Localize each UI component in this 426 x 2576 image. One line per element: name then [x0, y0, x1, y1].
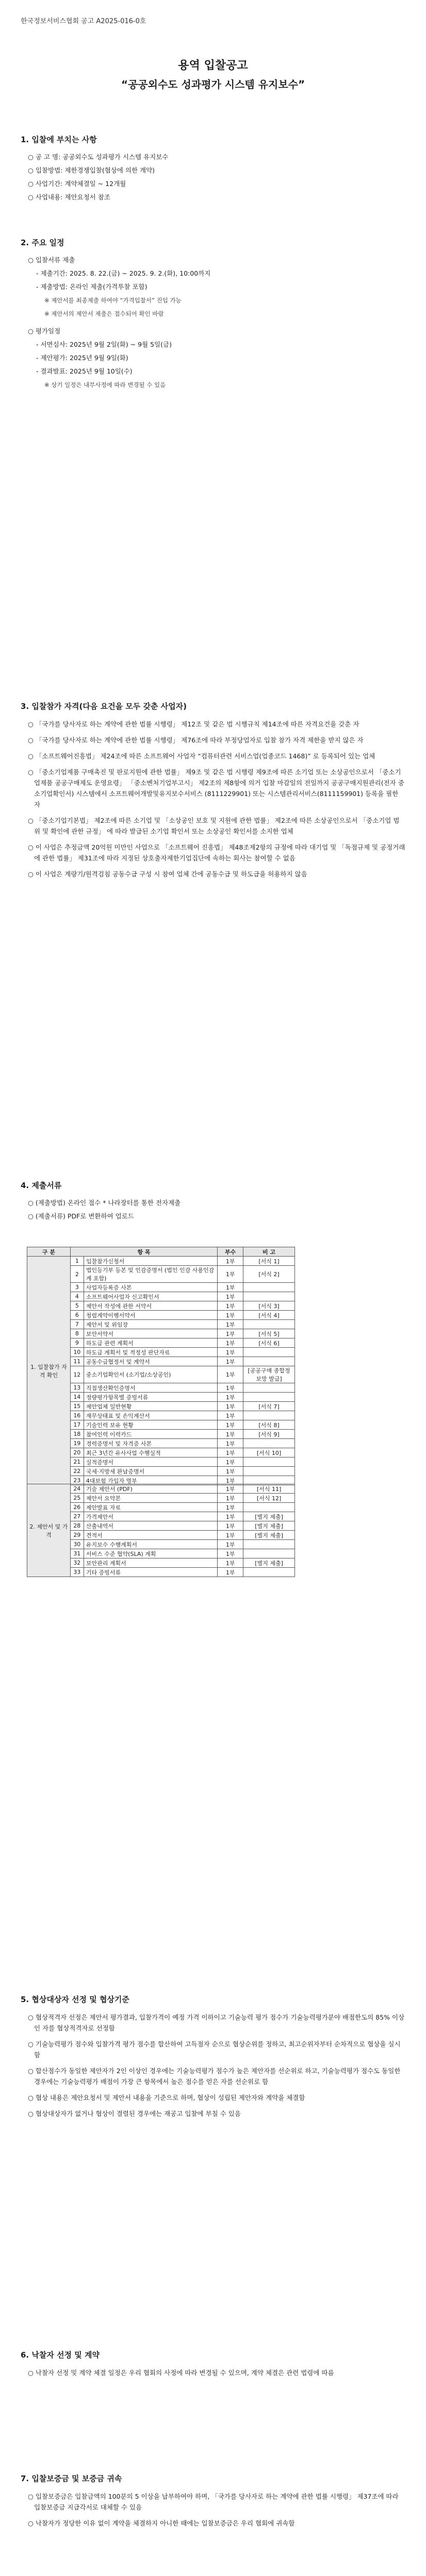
row-item: 기술 제안서 (PDF)	[84, 1484, 217, 1494]
project-period: ○ 사업기간: 계약체결일 ~ 12개월	[28, 180, 126, 188]
row-remarks	[243, 1503, 295, 1512]
row-copies: 1부	[218, 1320, 243, 1329]
negotiation-item: ○ 협상대상자가 없거나 협상이 결렬된 경우에는 재공고 입찰에 부칠 수 있음	[28, 2110, 241, 2117]
schedule-item: ○ 입찰서류 제출	[28, 256, 75, 264]
qualification-item: ○ 「국가를 당사자로 하는 계약에 관한 법률 시행령」 제12조 및 같은 법 시행규칙 제14조에 따른 자격요건을 갖춘 자	[28, 720, 359, 728]
row-copies: 1부	[218, 1549, 243, 1558]
row-remarks	[243, 1393, 295, 1402]
row-number: 28	[70, 1521, 84, 1531]
row-number: 33	[70, 1568, 84, 1577]
row-copies: 1부	[218, 1512, 243, 1521]
row-number: 32	[70, 1558, 84, 1568]
row-copies: 1부	[218, 1494, 243, 1503]
row-remarks: [서식 12]	[243, 1494, 295, 1503]
row-item: 입찰참가신청서	[84, 1257, 217, 1266]
row-number: 15	[70, 1402, 84, 1411]
row-item: 제안서 및 위임장	[84, 1320, 217, 1329]
negotiation-item: ○ 협상 내용은 제안요청서 및 제안서 내용을 기준으로 하며, 협상이 성립된 제안자와 계약을 체결함	[28, 2094, 305, 2102]
row-copies: 1부	[218, 1503, 243, 1512]
deposit-item: ○ 입찰보증금은 입찰금액의 100분의 5 이상을 납부하여야 하며, 「국가를 당사자로 하는 계약에 관한 법률 시행령」 제37조에 따라 입찰보증금 지급각서로 대체할 수 있음	[28, 2493, 399, 2511]
row-item: 법인등기부 등본 및 인감증명서 (법인 인감 사용인감계 포함)	[84, 1266, 217, 1283]
row-item: 실적증명서	[84, 1458, 217, 1467]
contract-item: ○ 낙찰자 선정 및 계약 체결 일정은 우리 협회의 사정에 따라 변경될 수 있으며, 계약 체결은 관련 법령에 따름	[28, 2369, 334, 2377]
section-2-heading: 2. 주요 일정	[21, 238, 64, 247]
row-copies: 1부	[218, 1338, 243, 1348]
col-copies: 부수	[218, 1247, 243, 1257]
row-item: 기술인력 보유 현황	[84, 1420, 217, 1430]
row-number: 7	[70, 1320, 84, 1329]
schedule-note: ※ 제안서를 최종제출 하여야 “가격입찰서” 진입 가능	[44, 297, 182, 304]
row-remarks: [서식 11]	[243, 1484, 295, 1494]
section-5	[21, 1994, 405, 2124]
row-item: 사업자등록증 사본	[84, 1283, 217, 1292]
row-remarks	[243, 1458, 295, 1467]
deposit-item: ○ 낙찰자가 정당한 이유 없이 계약을 체결하지 아니한 때에는 입찰보증금은 우리 협회에 귀속함	[28, 2519, 295, 2527]
row-remarks	[243, 1568, 295, 1577]
row-number: 21	[70, 1458, 84, 1467]
row-number: 23	[70, 1476, 84, 1485]
row-copies: 1부	[218, 1558, 243, 1568]
page-title: 용역 입찰공고	[178, 59, 248, 72]
schedule-note: ※ 제안서의 제안서 제출은 접수되어 확인 바람	[44, 310, 164, 317]
section-3	[21, 701, 405, 885]
row-copies: 1부	[218, 1411, 243, 1420]
row-number: 17	[70, 1420, 84, 1430]
row-remarks	[243, 1540, 295, 1549]
row-item: 국세·지방세 완납증명서	[84, 1467, 217, 1476]
row-copies: 1부	[218, 1476, 243, 1485]
schedule-item: - 제출방법: 온라인 제출(가격투찰 포함)	[36, 283, 148, 291]
row-copies: 1부	[218, 1292, 243, 1301]
row-remarks: [서식 8]	[243, 1420, 295, 1430]
row-remarks	[243, 1411, 295, 1420]
row-item: 경력증명서 및 자격증 사본	[84, 1439, 217, 1448]
row-number: 16	[70, 1411, 84, 1420]
section-1-heading: 1. 입찰에 부치는 사항	[21, 135, 97, 144]
row-remarks	[243, 1439, 295, 1448]
row-copies: 1부	[218, 1521, 243, 1531]
section-7-heading: 7. 입찰보증금 및 보증금 귀속	[21, 2474, 122, 2483]
row-remarks: [서식 4]	[243, 1311, 295, 1320]
row-copies: 1부	[218, 1531, 243, 1540]
submission-docs: ○ (제출서류) PDF로 변환하여 업로드	[28, 1212, 134, 1220]
section-3-heading: 3. 입찰참가 자격(다음 요건을 모두 갖춘 사업자)	[21, 702, 187, 711]
row-copies: 1부	[218, 1366, 243, 1383]
row-item: 기타 증빙서류	[84, 1568, 217, 1577]
negotiation-item: ○ 합산점수가 동일한 제안자가 2인 이상인 경우에는 기술능력평가 점수가 높은 제안자를 선순위로 하고, 기술능력평가 점수도 동일한 경우에는 기술능력평가 배점이 가장 큰 항목에서 높은 점수를 얻은 자를 선순위로 함	[28, 2067, 401, 2086]
col-category: 구 분	[27, 1247, 71, 1257]
row-remarks	[243, 1549, 295, 1558]
row-copies: 1부	[218, 1568, 243, 1577]
row-number: 22	[70, 1467, 84, 1476]
row-number: 12	[70, 1366, 84, 1383]
row-group-label: 2. 제안서 및 가격	[27, 1484, 71, 1577]
row-remarks: [서식 3]	[243, 1301, 295, 1311]
row-copies: 1부	[218, 1430, 243, 1439]
row-copies: 1부	[218, 1484, 243, 1494]
row-item: 최근 3년간 유사사업 수행실적	[84, 1448, 217, 1458]
section-6	[21, 2349, 405, 2383]
row-item: 유지보수 수행계획서	[84, 1540, 217, 1549]
col-item: 항 목	[70, 1247, 217, 1257]
row-item: 제안업체 일반현황	[84, 1402, 217, 1411]
row-remarks: [서식 10]	[243, 1448, 295, 1458]
row-copies: 1부	[218, 1448, 243, 1458]
col-remarks: 비 고	[243, 1247, 295, 1257]
documents-table-proposal	[27, 1484, 295, 1577]
qualification-item: ○ 이 사업은 추정금액 20억원 미만인 사업으로 「소프트웨어 진흥법」 제48조제2항의 규정에 따라 대기업 및 「독점규제 및 공정거래에 관한 법률」 제31조에 따라 지정된 상호출자제한기업집단에 속하는 회사는 참여할 수 없음	[28, 843, 405, 862]
table-header-row	[27, 1247, 295, 1257]
row-copies: 1부	[218, 1420, 243, 1430]
notice-name: ○ 공 고 명: 공공외수도 성과평가 시스템 유지보수	[28, 153, 169, 161]
row-number: 30	[70, 1540, 84, 1549]
row-remarks: [별지 제출]	[243, 1531, 295, 1540]
qualification-item: ○ 이 사업은 계량기/원격검침 공동수급 구성 시 참여 업체 간에 공동수급 및 하도급을 허용하지 않음	[28, 870, 307, 878]
qualification-item: ○ 「소프트웨어진흥법」 제24조에 따른 소프트웨어 사업자 “컴퓨터관련 서비스업(업종코드 1468)” 로 등록되어 있는 업체	[28, 752, 375, 760]
row-number: 10	[70, 1348, 84, 1357]
section-6-heading: 6. 낙찰자 선정 및 계약	[21, 2350, 100, 2360]
document-number: 한국정보서비스협회 공고 A2025-016-0호	[21, 18, 146, 25]
row-number: 19	[70, 1439, 84, 1448]
row-item: 제안발표 자료	[84, 1503, 217, 1512]
row-remarks	[243, 1467, 295, 1476]
row-item: 정량평가항목별 증빙서류	[84, 1393, 217, 1402]
qualification-item: ○ 「국가를 당사자로 하는 계약에 관한 법률 시행령」 제76조에 따라 부정당업자로 입찰 참가 자격 제한을 받지 않은 자	[28, 736, 364, 744]
row-remarks: [서식 1]	[243, 1257, 295, 1266]
row-copies: 1부	[218, 1329, 243, 1338]
submission-method: ○ (제출방법) 온라인 접수 * 나라장터를 통한 전자제출	[28, 1199, 181, 1207]
table-body-proposal	[27, 1484, 295, 1577]
row-number: 25	[70, 1494, 84, 1503]
row-copies: 1부	[218, 1266, 243, 1283]
row-number: 1	[70, 1257, 84, 1266]
section-7	[21, 2473, 405, 2534]
row-item: 재무상태표 및 손익계산서	[84, 1411, 217, 1420]
row-number: 18	[70, 1430, 84, 1439]
page-subtitle: “공공외수도 성과평가 시스템 유지보수”	[121, 78, 305, 91]
row-remarks	[243, 1383, 295, 1393]
row-item: 산출내역서	[84, 1521, 217, 1531]
schedule-note: ※ 상기 일정은 내부사정에 따라 변경될 수 있음	[44, 381, 166, 388]
row-remarks: [서식 7]	[243, 1402, 295, 1411]
row-copies: 1부	[218, 1402, 243, 1411]
row-item: 제안서 요약본	[84, 1494, 217, 1503]
row-remarks	[243, 1283, 295, 1292]
row-copies: 1부	[218, 1311, 243, 1320]
row-copies: 1부	[218, 1467, 243, 1476]
qualification-item: ○ 「중소기업제품 구매촉진 및 판로지원에 관한 법률」 제9조 및 같은 법 시행령 제9조에 따른 소기업 또는 소상공인으로서 「중소기업제품 공공구매제도 운영요령」 「중소벤처기업부고시」 제2조의 제8항에 의거 입찰 마감일의 전일까지 공공구매지원관리(전자 중소기업확인서) 시스템에서 소프트웨어개발및유지보수서비스 (8111229901) 또는 시스템관리서비스(8111159901) 등록을 필한 자	[28, 768, 404, 808]
row-remarks	[243, 1320, 295, 1329]
negotiation-item: ○ 기술능력평가 점수와 입찰가격 평가 점수를 합산하여 고득점자 순으로 협상순위를 정하고, 최고순위자부터 순차적으로 협상을 실시함	[28, 2040, 401, 2059]
section-4-heading: 4. 제출서류	[21, 1181, 62, 1190]
row-item: 공동수급협정서 및 계약서	[84, 1357, 217, 1366]
row-number: 8	[70, 1329, 84, 1338]
row-remarks: [공공구매 종합정보망 발급]	[243, 1366, 295, 1383]
row-item: 청렴계약이행서약서	[84, 1311, 217, 1320]
bid-method: ○ 입찰방법: 제한경쟁입찰(협상에 의한 계약)	[28, 166, 155, 174]
row-number: 14	[70, 1393, 84, 1402]
schedule-item: ○ 평가일정	[28, 327, 61, 335]
row-number: 5	[70, 1301, 84, 1311]
section-4	[21, 1180, 405, 1225]
row-remarks: [서식 9]	[243, 1430, 295, 1439]
schedule-item: - 결과발표: 2025년 9월 10일(수)	[36, 367, 133, 375]
table-row	[27, 1484, 295, 1494]
row-number: 27	[70, 1512, 84, 1521]
row-copies: 1부	[218, 1393, 243, 1402]
row-remarks: [서식 6]	[243, 1338, 295, 1348]
row-number: 6	[70, 1311, 84, 1320]
row-number: 2	[70, 1266, 84, 1283]
row-item: 하도급 계획서 및 적정성 판단자료	[84, 1348, 217, 1357]
documents-table	[27, 1247, 295, 1485]
row-group-label: 1. 입찰참가 자격 확인	[27, 1257, 71, 1485]
row-copies: 1부	[218, 1439, 243, 1448]
row-item: 가격제안서	[84, 1512, 217, 1521]
table-row	[27, 1257, 295, 1266]
row-item: 보안관리 계획서	[84, 1558, 217, 1568]
schedule-item: - 제출기간: 2025. 8. 22.(금) ~ 2025. 9. 2.(화), 10:00까지	[36, 269, 211, 277]
row-item: 제안서 작성에 관한 서약서	[84, 1301, 217, 1311]
row-number: 11	[70, 1357, 84, 1366]
row-copies: 1부	[218, 1348, 243, 1357]
row-item: 참여인력 이력카드	[84, 1430, 217, 1439]
section-2	[21, 237, 405, 393]
row-copies: 1부	[218, 1301, 243, 1311]
row-item: 중소기업확인서 (소기업/소상공인)	[84, 1366, 217, 1383]
row-number: 13	[70, 1383, 84, 1393]
row-number: 3	[70, 1283, 84, 1292]
row-number: 9	[70, 1338, 84, 1348]
row-number: 4	[70, 1292, 84, 1301]
section-1	[21, 134, 405, 206]
row-remarks: [별지 제출]	[243, 1558, 295, 1568]
row-remarks: [서식 5]	[243, 1329, 295, 1338]
row-item: 보안서약서	[84, 1329, 217, 1338]
row-item: 서비스 수준 협약(SLA) 계획	[84, 1549, 217, 1558]
row-number: 29	[70, 1531, 84, 1540]
section-5-heading: 5. 협상대상자 선정 및 협상기준	[21, 1995, 129, 2004]
project-content: ○ 사업내용: 제안요청서 참조	[28, 193, 110, 201]
row-remarks: [서식 2]	[243, 1266, 295, 1283]
row-item: 하도급 관련 계획서	[84, 1338, 217, 1348]
row-copies: 1부	[218, 1357, 243, 1366]
row-remarks	[243, 1292, 295, 1301]
row-number: 26	[70, 1503, 84, 1512]
row-remarks	[243, 1357, 295, 1366]
row-remarks: [별지 제출]	[243, 1512, 295, 1521]
table-body-qualification	[27, 1257, 295, 1485]
row-number: 24	[70, 1484, 84, 1494]
row-item: 견적서	[84, 1531, 217, 1540]
schedule-item: - 제안평가: 2025년 9월 9일(화)	[36, 354, 128, 362]
row-number: 31	[70, 1549, 84, 1558]
qualification-item: ○ 「중소기업기본법」 제2조에 따른 소기업 및 「소상공인 보호 및 지원에 관한 법률」 제2조에 따른 소상공인으로서 「중소기업 범위 및 확인에 관한 규정」 에 따라 발급된 소기업 확인서 또는 소상공인 확인서를 소지한 업체	[28, 817, 400, 835]
row-copies: 1부	[218, 1458, 243, 1467]
row-copies: 1부	[218, 1283, 243, 1292]
row-remarks: [별지 제출]	[243, 1521, 295, 1531]
row-remarks	[243, 1348, 295, 1357]
negotiation-item: ○ 협상적격자 선정은 제안서 평가결과, 입찰가격이 예정 가격 이하이고 기술능력 평가 점수가 기술능력평가분야 배점한도의 85% 이상인 자를 협상적격자로 선정함	[28, 2013, 405, 2032]
row-copies: 1부	[218, 1383, 243, 1393]
row-copies: 1부	[218, 1540, 243, 1549]
row-copies: 1부	[218, 1257, 243, 1266]
schedule-item: - 서면심사: 2025년 9월 2일(화) ~ 9월 5일(금)	[36, 341, 172, 348]
row-item: 4대보험 가입자 명부	[84, 1476, 217, 1485]
row-number: 20	[70, 1448, 84, 1458]
row-item: 직접생산확인증명서	[84, 1383, 217, 1393]
row-item: 소프트웨어사업자 신고확인서	[84, 1292, 217, 1301]
